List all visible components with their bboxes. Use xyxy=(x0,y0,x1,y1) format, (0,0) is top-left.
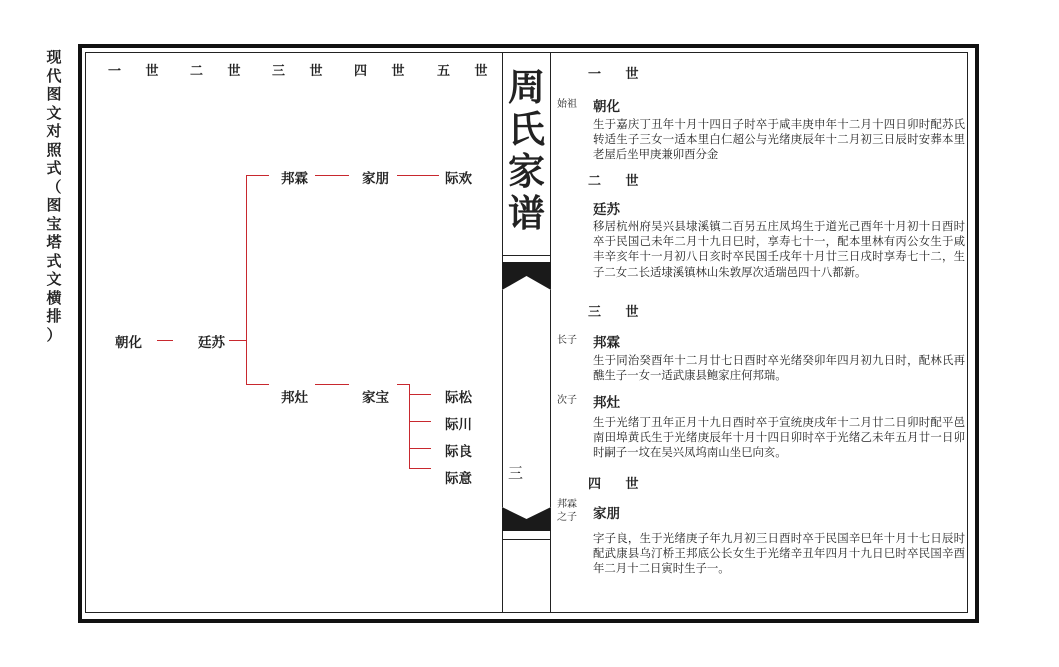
section-head-gen2: 二 世 xyxy=(588,174,649,189)
line-gen4b-branch xyxy=(397,384,409,385)
side-title-char: 式 xyxy=(46,251,62,270)
page-number: 三 xyxy=(508,464,524,482)
name-gen3a: 邦霖 xyxy=(593,335,620,351)
book-title xyxy=(502,66,551,234)
spine-upper-band xyxy=(502,262,551,290)
name-gen4a: 家朋 xyxy=(593,506,620,522)
side-title-char: 对 xyxy=(46,122,62,140)
name-gen1: 朝化 xyxy=(593,99,620,115)
bio-gen4a: 字子良，生于光绪庚子年九月初三日酉时卒于民国辛巳年十月十七日辰时配武康县乌汀桥王邦底公长女生于光绪辛丑年四月十九日巳时卒民国辛酉年二月十二日寅时生子一。 xyxy=(593,531,965,576)
side-title-char: 排 xyxy=(46,307,62,325)
generation-header-2: 二 世 xyxy=(190,64,251,79)
line-to-gen3b xyxy=(246,384,269,385)
spine-lower-band xyxy=(502,507,551,531)
side-title-char: 图 xyxy=(46,85,62,103)
node-gen1: 朝化 xyxy=(115,335,142,351)
book-title-char: 家 xyxy=(508,149,545,193)
node-gen5b-2: 际川 xyxy=(445,417,472,433)
line-gen2-vertical xyxy=(246,175,247,385)
bio-gen3b: 生于光绪丁丑年正月十九日酉时卒于宣统庚戌年十二月廿二日卯时配平邑南田埠黄氏生于光绪庚辰年十月十四日卯时卒于光绪乙未年五月廿一日卯时嗣子一坟在吴兴凤坞南山坐巳向亥。 xyxy=(593,415,965,460)
side-title-char: 横 xyxy=(46,288,62,307)
name-gen2: 廷苏 xyxy=(593,202,620,218)
line-gen4b-vertical xyxy=(409,384,410,469)
name-gen3b: 邦灶 xyxy=(593,395,620,411)
book-title-char: 周 xyxy=(508,65,545,109)
chevron-up-icon xyxy=(502,262,551,290)
side-title-char: 图 xyxy=(46,196,62,214)
side-title-char: 宝 xyxy=(46,214,62,233)
chevron-down-icon xyxy=(502,507,551,531)
tag-second-son: 次子 xyxy=(557,395,577,406)
side-title-char: （ xyxy=(46,177,62,196)
section-head-gen1: 一 世 xyxy=(588,67,649,82)
generation-header-5: 五 世 xyxy=(437,64,498,79)
side-title-char: ） xyxy=(46,325,62,344)
node-gen3b: 邦灶 xyxy=(281,390,308,406)
book-title-char: 谱 xyxy=(508,191,545,235)
line-to-gen3a xyxy=(246,175,269,176)
side-title-char: 式 xyxy=(46,159,62,177)
section-head-gen3: 三 世 xyxy=(588,305,649,320)
node-gen4b: 家宝 xyxy=(362,390,389,406)
tag-eldest-son: 长子 xyxy=(557,335,577,346)
line-to-gen5b-3 xyxy=(409,448,431,449)
line-gen4a-gen5a xyxy=(397,175,439,176)
side-title-char: 塔 xyxy=(46,233,62,251)
line-gen3b-gen4b xyxy=(315,384,349,385)
generation-header-1: 一 世 xyxy=(108,64,169,79)
side-title xyxy=(44,48,64,344)
side-title-char: 文 xyxy=(46,270,62,288)
node-gen2: 廷苏 xyxy=(198,335,225,351)
line-gen1-gen2 xyxy=(157,340,173,341)
side-title-char: 文 xyxy=(46,103,62,122)
line-to-gen5b-4 xyxy=(409,468,431,469)
node-gen5b-4: 际意 xyxy=(445,471,472,487)
side-title-char: 照 xyxy=(46,140,62,159)
line-to-gen5b-1 xyxy=(409,394,431,395)
line-gen2-branch xyxy=(229,340,246,341)
bio-gen2: 移居杭州府吴兴县埭溪镇二百另五庄凤坞生于道光己酉年十月初十日酉时卒于民国己未年二月十九日巳时，享寿七十一，配本里林有丙公女生于咸丰辛亥年十一月初八日亥时卒民国壬戌年十月廿三日戌时享寿七十二，生子二女二长适埭溪镇林山朱敦厚次适瑞邑四十八都新。 xyxy=(593,219,965,279)
book-title-char: 氏 xyxy=(508,107,545,151)
line-to-gen5b-2 xyxy=(409,421,431,422)
side-title-char: 现 xyxy=(46,48,62,66)
side-title-char: 代 xyxy=(46,66,62,85)
bio-gen1: 生于嘉庆丁丑年十月十四日子时卒于咸丰庚申年十二月十四日卯时配苏氏转适生子三女一适本里白仁超公与光绪庚辰年十二月初三日辰时安葬本里老屋后坐甲庚兼卯酉分金 xyxy=(593,117,965,162)
section-head-gen4: 四 世 xyxy=(588,477,649,492)
line-gen3a-gen4a xyxy=(315,175,349,176)
spine-divider-bottom xyxy=(502,539,551,540)
node-gen5b-1: 际松 xyxy=(445,390,472,406)
tag-son-of-banglin: 邦霖之子 xyxy=(557,499,577,523)
node-gen3a: 邦霖 xyxy=(281,171,308,187)
node-gen5a: 际欢 xyxy=(445,171,472,187)
generation-header-3: 三 世 xyxy=(272,64,333,79)
tag-founder: 始祖 xyxy=(557,99,577,110)
node-gen4a: 家朋 xyxy=(362,171,389,187)
generation-header-4: 四 世 xyxy=(354,64,415,79)
bio-gen3a: 生于同治癸酉年十二月廿七日酉时卒光绪癸卯年四月初九日时，配林氏再醮生子一女一适武康县鲍家庄何邦瑞。 xyxy=(593,353,965,383)
spine-divider-top xyxy=(502,255,551,256)
node-gen5b-3: 际良 xyxy=(445,444,472,460)
